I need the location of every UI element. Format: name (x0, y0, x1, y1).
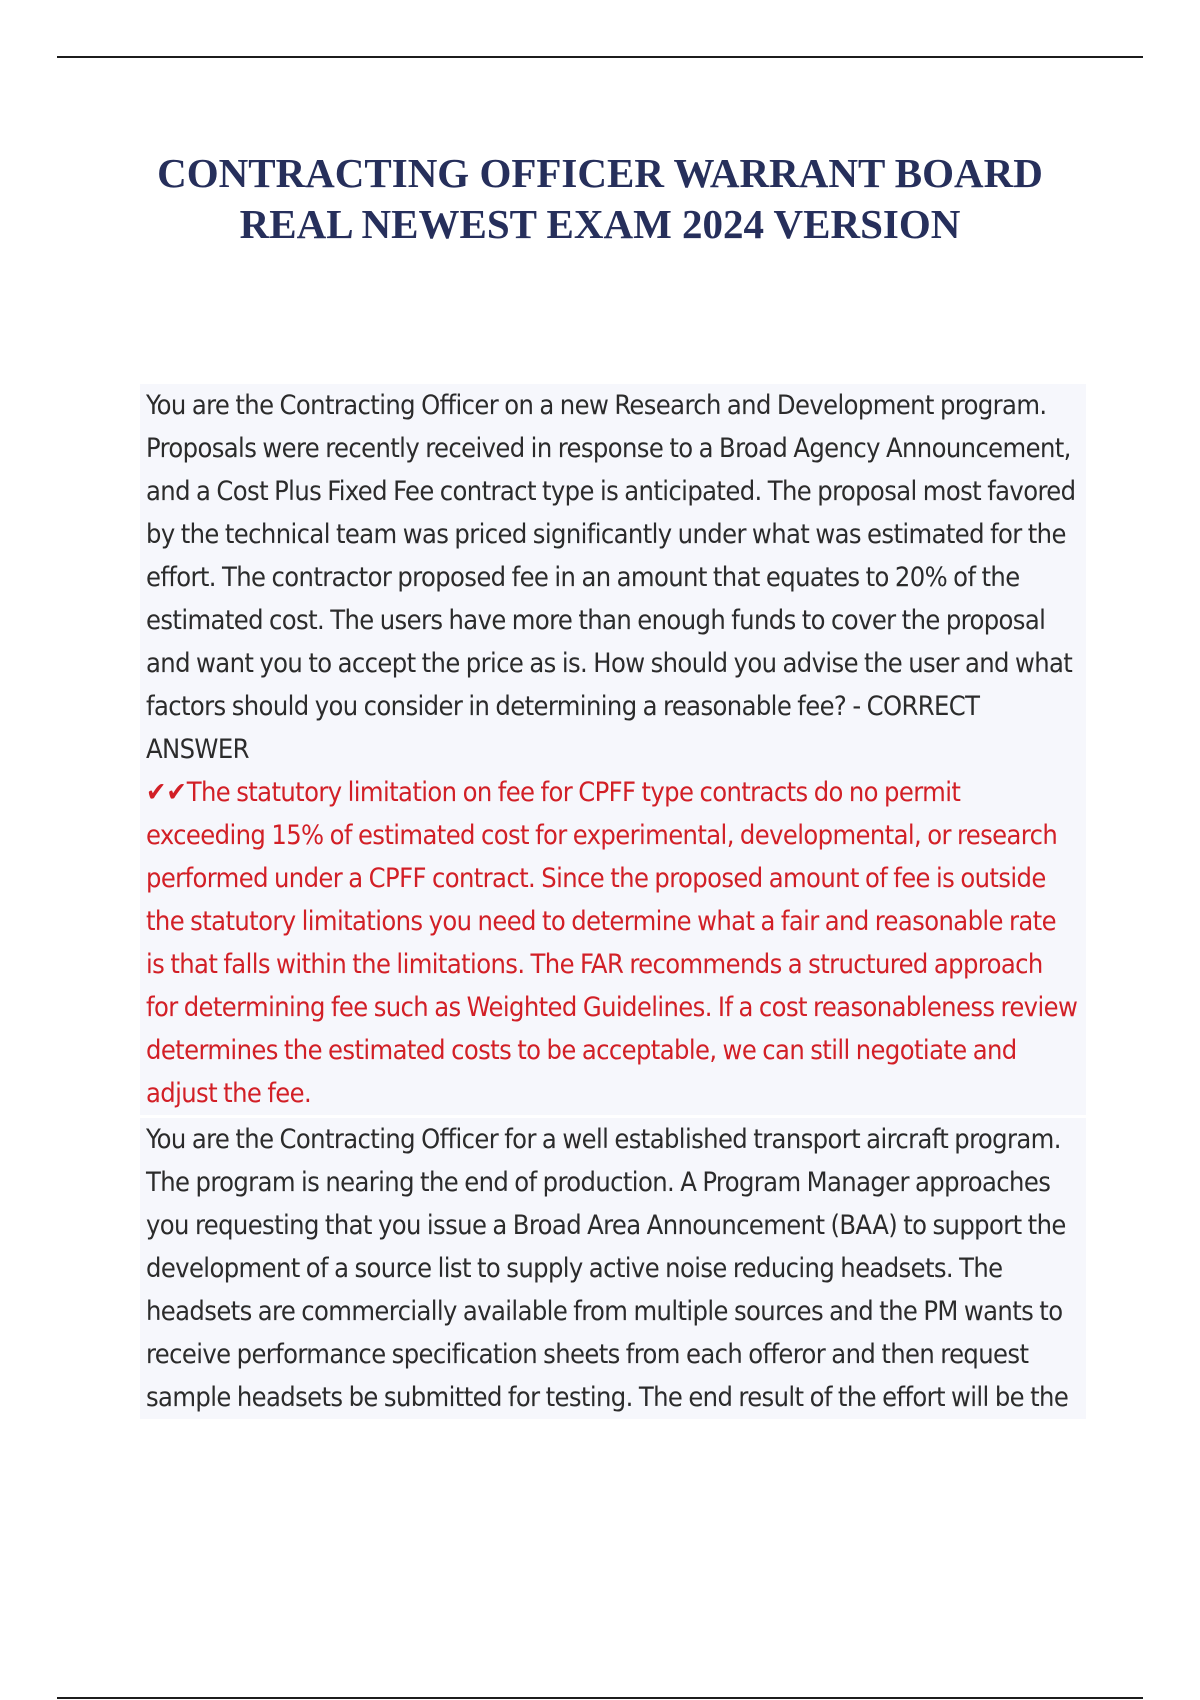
qa-entry-1 (140, 384, 1086, 1115)
document-title: CONTRACTING OFFICER WARRANT BOARD REAL NEWEST EXAM 2024 VERSION (157, 150, 1043, 247)
top-rule (57, 56, 1143, 58)
qa-entry-2 (140, 1118, 1086, 1419)
question-2: You are the Contracting Officer for a well established transport aircraft program. The program is nearing the end of production. A Program Manager approaches you requesting that you issue a Broad Area Announcement (BAA) to support the development of a source list to supply active noise reducing headsets. The headsets are commercially available from multiple sources and the PM wants to receive performance specification sheets from each offeror and then request sample headsets be submitted for testing. The end result of the effort will be the (146, 1124, 1069, 1413)
question-1-text (146, 384, 1080, 1115)
bottom-rule (57, 1697, 1143, 1699)
answer-1: The statutory limitation on fee for CPFF type contracts do no permit exceeding 15% of estimated cost for experimental, developmental, or research performed under a CPFF contract. Since the proposed amount of fee is outside the statutory limitations you need to determine what a fair and reasonable rate is that falls within the limitations. The FAR recommends a structured approach for determining fee such as Weighted Guidelines. If a cost reasonableness review determines the estimated costs to be acceptable, we can still negotiate and adjust the fee. (146, 777, 1078, 1109)
question-1: You are the Contracting Officer on a new Research and Development program. Proposals were recently received in response to a Broad Agency Announcement, and a Cost Plus Fixed Fee contract type is anticipated. The proposal most favored by the technical team was priced significantly under what was estimated for the effort. The contractor proposed fee in an amount that equates to 20% of the estimated cost. The users have more than enough funds to cover the proposal and want you to accept the price as is. How should you advise the user and what factors should you consider in determining a reasonable fee? - CORRECT ANSWER (146, 390, 1076, 765)
check-marks-icon: ✔✔ (146, 777, 187, 808)
